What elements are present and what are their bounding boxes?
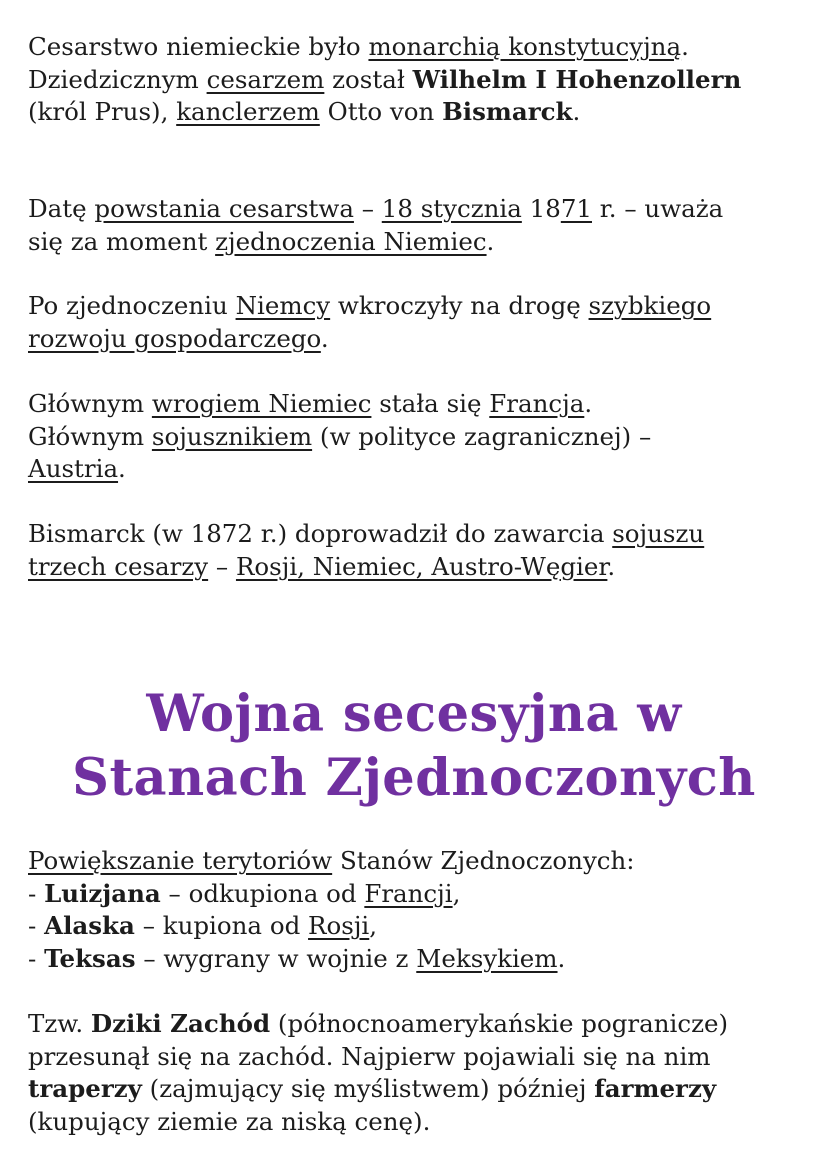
text-run: . (607, 551, 616, 581)
underlined-term: 71 (560, 194, 592, 223)
underlined-term: cesarzem (206, 64, 325, 94)
underlined-term: kanclerzem (176, 97, 320, 126)
underlined-term: wrogiem Niemiec (151, 389, 372, 418)
text-line (28, 96, 808, 129)
section-heading (0, 682, 828, 810)
underlined-term: Rosji, Niemiec, Austro-Węgier (235, 551, 608, 581)
underlined-term: Francji (364, 878, 453, 908)
text-run: – kupiona od (134, 911, 309, 940)
underlined-term: rozwoju gospodarczego (28, 323, 321, 353)
text-run: - (28, 943, 45, 973)
text-line (28, 388, 808, 421)
text-line (28, 1008, 808, 1041)
paragraph-empire-monarchy (28, 31, 808, 129)
paragraph-three-emperors (28, 518, 808, 583)
bold-term: Teksas (44, 943, 136, 973)
text-line (28, 1073, 808, 1106)
underlined-term: Niemcy (235, 291, 331, 320)
text-run: – (353, 194, 382, 223)
underlined-term: zjednoczenia Niemiec (215, 226, 487, 256)
text-line (28, 64, 808, 97)
underlined-term: szybkiego (588, 291, 712, 320)
text-run: Stanów Zjednoczonych: (332, 846, 635, 875)
bold-term: Luizjana (44, 878, 161, 908)
underlined-term: powstania cesarstwa (94, 194, 354, 223)
underlined-term: Rosji (308, 911, 370, 940)
heading-line: Stanach Zjednoczonych (72, 748, 756, 808)
text-run: (zajmujący się myślistwem) później (141, 1074, 595, 1103)
underlined-term: Powiększanie terytoriów (28, 846, 333, 875)
text-run: Cesarstwo niemieckie było (28, 32, 369, 61)
text-run: . (681, 32, 689, 61)
bold-term: traperzy (28, 1074, 142, 1103)
text-run: 18 (521, 194, 561, 223)
underlined-term: sojusznikiem (151, 421, 313, 451)
paragraph-territories (28, 845, 808, 975)
text-line (28, 226, 808, 259)
text-run: – (208, 551, 236, 581)
text-run: . (584, 389, 593, 418)
underlined-term: trzech cesarzy (28, 551, 209, 581)
text-line (28, 193, 808, 226)
text-run: został (324, 64, 413, 94)
text-run: się za moment (28, 226, 216, 256)
text-line (28, 1041, 808, 1074)
text-line (28, 1106, 808, 1139)
text-run: , (452, 878, 461, 908)
text-run: Głównym (28, 389, 152, 418)
text-line (28, 31, 808, 64)
paragraph-economic-growth (28, 290, 808, 355)
list-item (28, 910, 808, 943)
text-line (28, 551, 808, 584)
text-run: Po zjednoczeniu (28, 291, 236, 320)
list-item (28, 943, 808, 976)
text-run: . (118, 454, 126, 483)
bold-term: Alaska (44, 911, 135, 940)
text-run: wkroczyły na drogę (330, 291, 589, 320)
text-run: . (572, 97, 581, 126)
text-run: (w polityce zagranicznej) – (312, 421, 652, 451)
paragraph-founding-date (28, 193, 808, 258)
text-run: Tzw. (28, 1009, 91, 1038)
underlined-term: Francja (489, 389, 585, 418)
text-run: . (557, 943, 566, 973)
text-run: Głównym (28, 421, 152, 451)
text-run: (kupujący ziemie za niską cenę). (28, 1106, 431, 1136)
underlined-term: sojuszu (612, 519, 705, 548)
text-run: - (28, 878, 45, 908)
text-line (28, 453, 808, 486)
underlined-term: monarchią konstytucyjną (368, 32, 682, 61)
text-run: r. – uważa (592, 194, 724, 223)
text-line (28, 845, 808, 878)
text-run: przesunął się na zachód. Najpierw pojawiali się na nim (28, 1041, 711, 1071)
paragraph-enemy-ally (28, 388, 808, 486)
text-line (28, 323, 808, 356)
underlined-term: Meksykiem (416, 943, 558, 973)
text-run: - (28, 911, 45, 940)
text-run: Bismarck (w 1872 r.) doprowadził do zawarcia (28, 519, 613, 548)
bold-term: Wilhelm I Hohenzollern (412, 64, 742, 94)
heading-line: Wojna secesyjna w (146, 684, 682, 744)
text-run: (król Prus), (28, 97, 177, 126)
text-run: (północnoamerykańskie pogranicze) (270, 1009, 729, 1038)
paragraph-wild-west (28, 1008, 808, 1138)
bold-term: Bismarck (442, 97, 573, 126)
text-line (28, 290, 808, 323)
text-line (28, 421, 808, 454)
text-run: – odkupiona od (160, 878, 365, 908)
text-run: Datę (28, 194, 95, 223)
underlined-term: Austria (28, 454, 119, 483)
underlined-term: 18 stycznia (381, 194, 522, 223)
text-run: Dziedzicznym (28, 64, 207, 94)
text-run: . (320, 323, 329, 353)
list-item (28, 878, 808, 911)
text-run: Otto von (319, 97, 443, 126)
bold-term: farmerzy (594, 1074, 717, 1103)
text-run: . (486, 226, 495, 256)
text-run: stała się (371, 389, 490, 418)
text-line (28, 518, 808, 551)
text-run: , (369, 911, 378, 940)
bold-term: Dziki Zachód (90, 1009, 271, 1038)
text-run: – wygrany w wojnie z (135, 943, 417, 973)
